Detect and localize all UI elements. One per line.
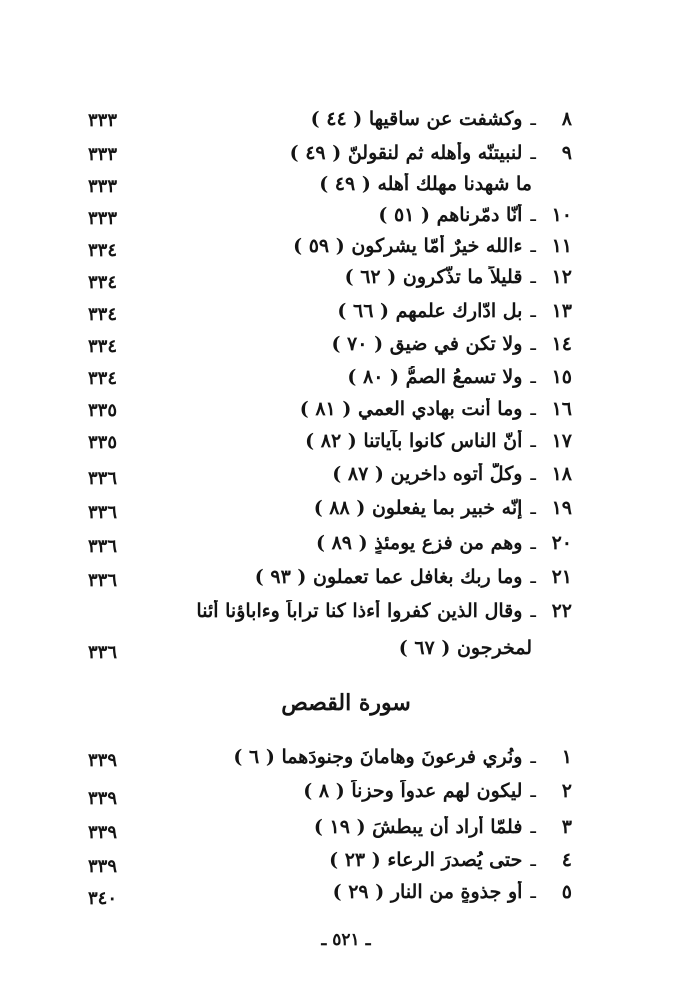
- entry-page-ref: ٣٣٩: [88, 788, 118, 809]
- entry-dash: ـ: [530, 497, 536, 519]
- entry-text: ونُري فرعونَ وهامانَ وجنودَهما ( ٦ ): [233, 746, 523, 768]
- entry-number: ١٩: [551, 497, 572, 519]
- entry-text: قليلاً ما تذّكرون ( ٦٢ ): [344, 266, 523, 288]
- entry-page-ref: ٣٣٣: [88, 176, 118, 197]
- entry-dash: ـ: [530, 300, 536, 322]
- entry-dash: ـ: [530, 780, 536, 802]
- entry-dash: ـ: [530, 746, 536, 768]
- entry-page-ref: ٣٣٤: [88, 272, 118, 293]
- entry-number: ١٧: [551, 430, 572, 452]
- entry-dash: ـ: [530, 333, 536, 355]
- entry-page-ref: ٣٣٦: [88, 570, 118, 591]
- entry-page-ref: ٣٣٥: [88, 400, 118, 421]
- entry-dash: ـ: [530, 108, 536, 130]
- entry-number: ١٢: [551, 266, 572, 288]
- entry-page-ref: ٣٣٦: [88, 502, 118, 523]
- entry-number: ٢: [561, 780, 572, 802]
- entry-text: لمخرجون ( ٦٧ ): [398, 637, 532, 659]
- entry-number: ١٠: [551, 204, 572, 226]
- entry-number: ٤: [561, 849, 572, 871]
- entry-dash: ـ: [530, 463, 536, 485]
- entry-page-ref: ٣٣٦: [88, 642, 118, 663]
- entry-page-ref: ٣٣٥: [88, 432, 118, 453]
- entry-text: حتى يُصدرَ الرعاء ( ٢٣ ): [329, 849, 523, 871]
- entry-page-ref: ٣٣٣: [88, 110, 118, 131]
- entry-page-ref: ٣٣٤: [88, 240, 118, 261]
- entry-text: أو جذوةٍ من النار ( ٢٩ ): [332, 881, 523, 903]
- entry-number: ١٦: [551, 398, 572, 420]
- entry-number: ١١: [551, 235, 572, 257]
- entry-page-ref: ٣٣٤: [88, 336, 118, 357]
- entry-text: وقال الذين كفروا أءذا كنا تراباً وءاباؤنا أئنا: [196, 600, 523, 622]
- entry-dash: ـ: [530, 600, 536, 622]
- entry-text: إنّه خبير بما يفعلون ( ٨٨ ): [313, 497, 523, 519]
- entry-text: ولا تسمعُ الصمُّ ( ٨٠ ): [347, 366, 523, 388]
- entry-page-ref: ٣٤٠: [88, 888, 118, 909]
- entry-text: أنّ الناس كانوا بآياتنا ( ٨٢ ): [305, 430, 523, 452]
- entry-dash: ـ: [530, 398, 536, 420]
- list-item: [80, 596, 572, 626]
- entry-dash: ـ: [530, 881, 536, 903]
- entry-text: فلمّا أراد أن يبطشَ ( ١٩ ): [313, 816, 523, 838]
- entry-text: وكشفت عن ساقيها ( ٤٤ ): [310, 108, 523, 130]
- entry-text: وما أنت بهادي العمي ( ٨١ ): [299, 398, 523, 420]
- entry-text: ما شهدنا مهلك أهله ( ٤٩ ): [319, 173, 532, 195]
- entry-number: ٢٢: [551, 600, 572, 622]
- entry-number: ٢٠: [551, 532, 572, 554]
- entry-text: ليكون لهم عدواً وحزناً ( ٨ ): [303, 780, 523, 802]
- section-heading: سورة القصص: [281, 690, 411, 716]
- entry-number: ٣: [561, 816, 572, 838]
- list-item-continuation: [132, 169, 532, 199]
- entry-dash: ـ: [530, 849, 536, 871]
- entry-page-ref: ٣٣٩: [88, 822, 118, 843]
- entry-text: أنّا دمّرناهم ( ٥١ ): [378, 204, 523, 226]
- entry-number: ٥: [561, 881, 572, 903]
- entry-page-ref: ٣٣٣: [88, 208, 118, 229]
- entry-dash: ـ: [530, 235, 536, 257]
- entry-text: وهم من فزعٍ يومئذٍ ( ٨٩ ): [315, 532, 523, 554]
- entry-dash: ـ: [530, 142, 536, 164]
- entry-text: بل ادّارك علمهم ( ٦٦ ): [337, 300, 523, 322]
- entry-number: ١٨: [551, 463, 572, 485]
- entry-number: ١٥: [551, 366, 572, 388]
- entry-page-ref: ٣٣٦: [88, 536, 118, 557]
- entry-page-ref: ٣٣٣: [88, 144, 118, 165]
- entry-text: ءالله خيرٌ أمّا يشركون ( ٥٩ ): [293, 235, 523, 257]
- entry-text: وما ربك بغافل عما تعملون ( ٩٣ ): [254, 566, 523, 588]
- entry-number: ٢١: [551, 566, 572, 588]
- entry-page-ref: ٣٣٤: [88, 368, 118, 389]
- entry-number: ٨: [561, 108, 572, 130]
- entry-dash: ـ: [530, 430, 536, 452]
- entry-dash: ـ: [530, 266, 536, 288]
- entry-dash: ـ: [530, 566, 536, 588]
- entry-dash: ـ: [530, 366, 536, 388]
- entry-text: ولا تكن في ضيقٍ ( ٧٠ ): [331, 333, 523, 355]
- entry-number: ١٤: [551, 333, 572, 355]
- entry-page-ref: ٣٣٩: [88, 856, 118, 877]
- entry-text: لنبيتنّه وأهله ثم لنقولنّ ( ٤٩ ): [289, 142, 523, 164]
- page-number: ـ ٥٢١ ـ: [321, 930, 371, 950]
- entry-number: ١: [561, 746, 572, 768]
- entry-dash: ـ: [530, 816, 536, 838]
- entry-page-ref: ٣٣٩: [88, 750, 118, 771]
- entry-page-ref: ٣٣٦: [88, 468, 118, 489]
- entry-number: ٩: [561, 142, 572, 164]
- entry-text: وكلٌّ أتوه داخرين ( ٨٧ ): [332, 463, 523, 485]
- entry-dash: ـ: [530, 204, 536, 226]
- list-item-continuation: [132, 633, 532, 663]
- entry-page-ref: ٣٣٤: [88, 304, 118, 325]
- entry-number: ١٣: [551, 300, 572, 322]
- entry-dash: ـ: [530, 532, 536, 554]
